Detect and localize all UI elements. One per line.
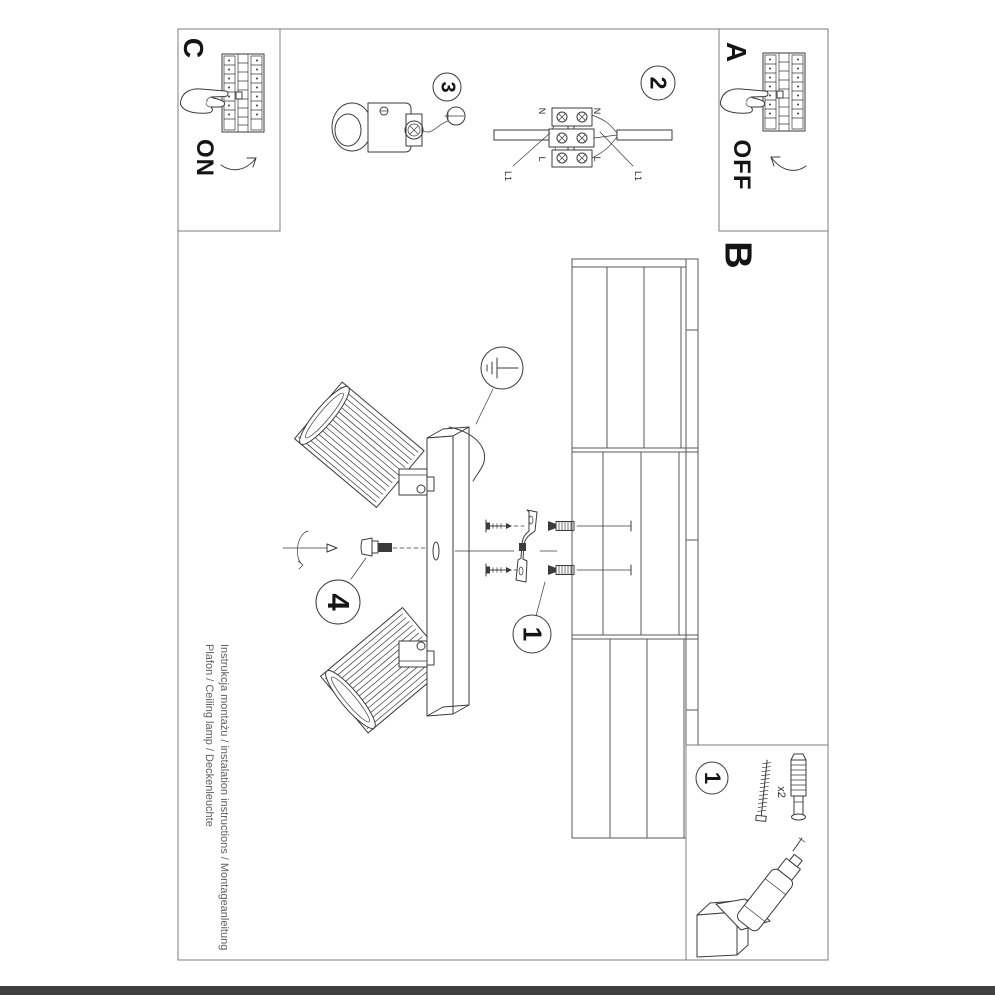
leader-line [351, 558, 366, 579]
cable-left [494, 130, 549, 140]
step4-number: 4 [321, 593, 356, 611]
leader-line [536, 582, 545, 616]
axis-arrowhead [327, 544, 337, 552]
wire-label-l-left: L [537, 156, 547, 162]
screw-thread [378, 543, 392, 552]
cable-right [617, 130, 672, 140]
ceiling-panel [572, 259, 698, 838]
footer-line-2: Plafon / Ceiling lamp / Deckenleuchte [203, 644, 215, 827]
step3-number: 3 [436, 81, 459, 93]
wire-label-n-right: N [592, 107, 602, 115]
screw-head [361, 538, 372, 556]
wire [422, 121, 448, 132]
parts-number: 1 [700, 771, 725, 785]
box-switch-on [178, 29, 280, 231]
wire-label-l1-left: L1 [503, 170, 513, 182]
earth-ground-icon [476, 347, 523, 424]
wire-label-l1-right: L1 [633, 170, 643, 182]
footer-line-1: Instrukcja montażu / instalation instructions / Montageanleitung [218, 644, 230, 951]
step1-number: 1 [517, 626, 548, 642]
switch-off-state: OFF [728, 139, 755, 191]
step1-mounting [486, 510, 631, 653]
switch-on-state: ON [191, 139, 218, 177]
step2-number: 2 [645, 76, 672, 90]
wire-label-l-right: L [592, 156, 602, 162]
parts-quantity: x2 [775, 786, 787, 798]
page-bottom-edge [0, 986, 995, 995]
section-b-label: B [716, 241, 759, 269]
leader-line [476, 389, 493, 424]
section-c-label: C [178, 37, 209, 59]
section-a-label: A [721, 41, 752, 63]
mounting-bar [427, 427, 469, 716]
wire-label-n-left: N [537, 107, 547, 115]
lamp-assembly [294, 381, 485, 733]
rotation-arrow-icon [297, 531, 308, 569]
footer-text [201, 644, 231, 995]
